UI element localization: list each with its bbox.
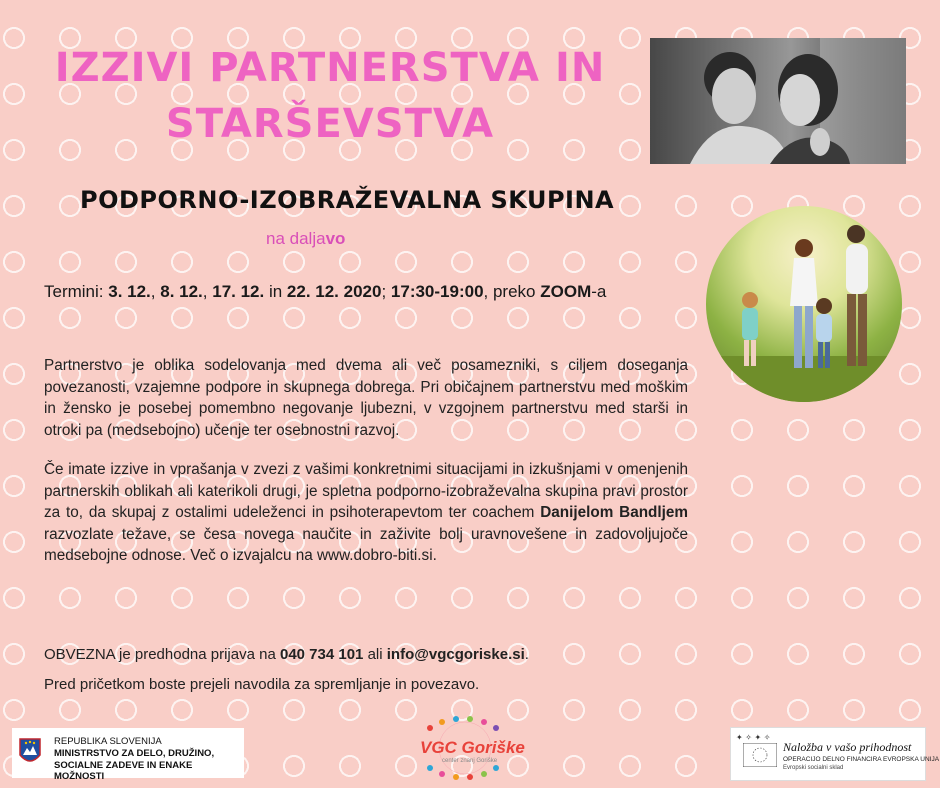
decorative-stars-icon [736, 732, 772, 742]
ministry-line-2: MINISTRSTVO ZA DELO, DRUŽINO, [54, 748, 215, 759]
eu-flag-icon [743, 743, 777, 767]
schedule-sep: , preko [483, 282, 541, 301]
couple-illustration [650, 38, 906, 164]
schedule-sep: , [150, 282, 161, 301]
page-title [40, 40, 620, 152]
schedule-intro: Termini: [44, 282, 109, 301]
registration-mid: ali [363, 646, 387, 663]
family-illustration [706, 206, 902, 402]
registration-suffix: . [524, 646, 529, 663]
time: 17:30-19:00 [390, 282, 484, 301]
eu-fund-text: Evropski socialni sklad [783, 765, 844, 771]
paragraph-2-text: razvozlate težave, se česa novega naučite in zaživite bolj uravnovešene in zadovoljujoče medsebojne odnose. Več o izvajalcu na www.dobro-biti.si. [44, 525, 688, 564]
date-1: 3. 12. [108, 282, 151, 301]
schedule-sep: ; [381, 282, 391, 301]
email-address: info@vgcgoriske.si [386, 646, 525, 663]
schedule-sep: , [202, 282, 213, 301]
paragraph-2 [44, 459, 688, 567]
instructions-line: Pred pričetkom boste prejeli navodila za spremljanje in povezavo. [44, 676, 480, 693]
date-3: 17. 12. [212, 282, 265, 301]
family-photo [706, 206, 902, 402]
eu-operation-text: OPERACIJO DELNO FINANCIRA EVROPSKA UNIJA [783, 756, 940, 763]
slovenia-coat-of-arms-icon [18, 737, 42, 767]
remote-label-part1: na dalja [266, 229, 326, 248]
eu-funding-logo [730, 727, 940, 781]
subtitle: PODPORNO-IZOBRAŽEVALNA SKUPINA [80, 186, 615, 214]
registration-line [44, 646, 529, 663]
paragraph-1: Partnerstvo je oblika sodelovanja med dvema ali več posamezniki, s ciljem doseganja povezanosti, vzajemne podpore in skupnega dobrega. Pri običajnem partnerstvu med moškim in žensko je posebej pomembno negovanje ljubezni, v vzgojnem partnerstvu med starši in otroki pa (medsebojno) učenje ter osebnostni razvoj. [44, 357, 688, 439]
registration-prefix: OBVEZNA je predhodna prijava na [44, 646, 280, 663]
ministry-line-1: REPUBLIKA SLOVENIJA [54, 736, 162, 747]
schedule-line [44, 282, 606, 302]
ministry-logo [12, 728, 244, 782]
eu-slogan: Naložba v vašo prihodnost [783, 740, 912, 754]
remote-label-part2: vo [325, 229, 346, 248]
date-2: 8. 12. [160, 282, 203, 301]
vgc-logo-name: VGC Goriške [420, 738, 525, 757]
date-4: 22. 12. 2020 [286, 282, 382, 301]
schedule-suffix: -a [591, 282, 607, 301]
svg-text:✦ ✧ ✦ ✧: ✦ ✧ ✦ ✧ [736, 733, 771, 742]
title-line-1: IZZIVI PARTNERSTVA IN [54, 45, 606, 91]
vgc-goriske-logo [400, 714, 530, 782]
ministry-line-3: SOCIALNE ZADEVE IN ENAKE MOŽNOSTI [54, 760, 193, 782]
remote-label [266, 229, 345, 249]
platform: ZOOM [540, 282, 592, 301]
phone-number: 040 734 101 [279, 646, 364, 663]
facilitator-name: Danijelom Bandljem [540, 504, 688, 521]
schedule-sep: in [264, 282, 287, 301]
paragraph-2-text: Če imate izzive in vprašanja v zvezi z vašimi konkretnimi situacijami in izkušnjami v omenjenih partnerskih oblikah ali katerikoli drugi, je spletna podporno-izobraževalna skupina pravi prostor za to, da skupaj z ostalimi udeleženci in psihoterapevtom ter coachem [44, 461, 688, 521]
title-line-2: STARŠEVSTVA [165, 101, 495, 147]
vgc-logo-tagline: center znanj Goriške [442, 758, 498, 764]
couple-photo [650, 38, 906, 164]
